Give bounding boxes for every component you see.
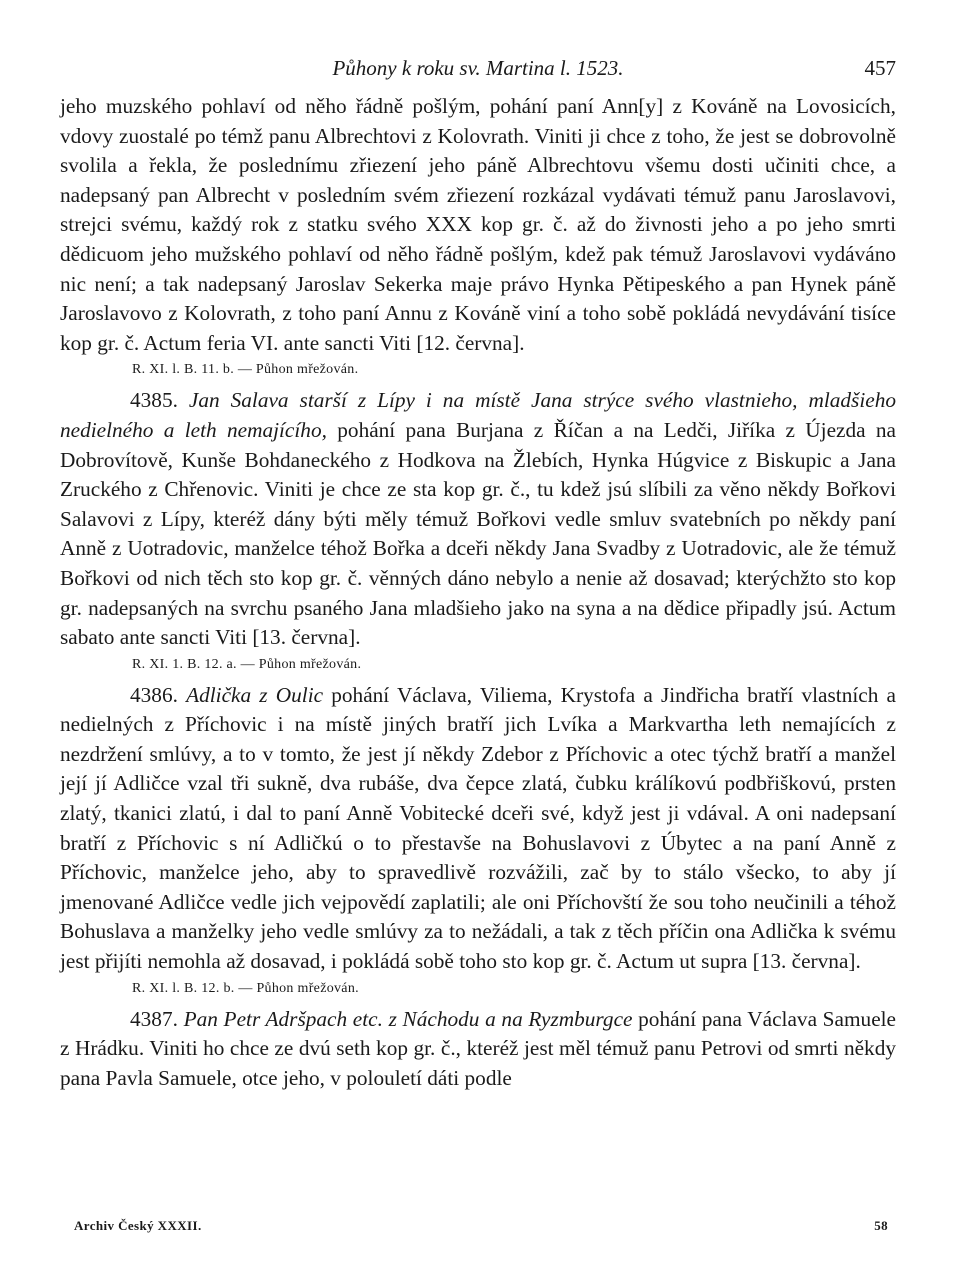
entry-italic-lead: Jan Salava starší z Lípy i na místě Jana strýce svého vlastnieho, mladšieho nedielného a leth nemajícího, xyxy=(60,388,896,442)
footer-publication: Archiv Český XXXII. xyxy=(74,1218,202,1233)
entry-4385-citation: R. XI. 1. B. 12. a. — Půhon mřežován. xyxy=(132,656,362,672)
footer-signature-mark: 58 xyxy=(874,1218,888,1233)
intro-paragraph: jeho muzského pohlaví od něho řádně pošlým, pohání paní Ann[y] z Kováně na Lovosicích, vdovy zuostalé po témž panu Albrechtovi z Kolovrath. Viniti ji chce z toho, že jest se dobrovolně svolila a řekla, že poslednímu zřiezení jeho páně Albrechtovu všemu dosti učiniti chce, a nadepsaný pan Albrecht v posledním svém zřiezení rozkázal vydávati témuž panu Jaroslavovi, strejci svému, každý rok z statku svého XXX kop gr. č. až do živnosti jeho a po jeho smrti dědicuom jeho mužského pohlaví od něho řádně pošlým, kdež pak témuž Jaroslavovi vydáváno nic není; a tak nadepsaný Jaroslav Sekerka maje právo Hynka Pětipeského a pan Hynek páně Jaroslavovo z Kolovrath, z toho paní Annu z Kováně viní a toho sobě pokládá nevydávání tisíce kop gr. č. Actum feria VI. ante sancti Viti [12. června]. xyxy=(60,94,896,355)
entry-text: pohání Václava, Viliema, Krystofa a Jindřicha bratří vlastních a nedielných z Příchovic i na místě jiných bratří jich Lvíka a Markvartha leth nemajících z nezdržení smlúvy, a to v tomto, že jest jí někdy Zdebor z Příchovic a otec týchž bratří a manžel její jí Adličce vzal tři sukně, dva rubáše, dva čepce zlatá, čubku králíkovú podbřiškovú, prsten zlatý, tkanici zlatú, i dal to paní Anně Vobitecké dceři své, když jest ji vdával. A oni nadepsaní bratří z Příchovic s ní Adličkú o to přestavše na Bohuslavovi z Úbytec a na paní Anně z Příchovic, manželce jeho, aby to spravedlivě rozvážili, zač by to stálo všecko, to aby jí jmenované Adličce vedle jich vejpovědí zaplatili; ale oni Příchovští že sou toho neučinili a téhož Bohuslava a manželky jeho vedle smlúvy za to nežádali, a tak z těch příčin ona Adlička k svému jest přijíti nemohla až dosavad, i pokládá sobě toho sto kop gr. č. Actum ut supra [13. června]. xyxy=(60,682,896,974)
page-footer xyxy=(60,1218,896,1238)
entry-italic-lead: Adlička z Oulic xyxy=(186,682,324,707)
entry-text: pohání pana Václava Samuele z Hrádku. Viniti ho chce ze dvú seth kop gr. č., kteréž jest měl témuž panu Petrovi od smrti někdy pana Pavla Samuele, otce jeho, v polouletí dáti podle xyxy=(60,1006,897,1090)
entry-4386-citation: R. XI. l. B. 12. b. — Půhon mřežován. xyxy=(132,980,359,996)
entry-4386 xyxy=(60,681,896,977)
page-number: 457 xyxy=(864,56,896,80)
running-head xyxy=(60,56,896,92)
entry-italic-lead: Pan Petr Adršpach etc. z Náchodu a na Ryzmburgce xyxy=(183,1006,633,1031)
document-page xyxy=(60,56,896,1246)
intro-citation: R. XI. l. B. 11. b. — Půhon mřežován. xyxy=(132,362,359,378)
entry-number: 4385. xyxy=(130,388,178,413)
entry-number: 4386. xyxy=(130,682,178,707)
entry-4387 xyxy=(60,1005,896,1094)
entry-text: pohání pana Burjana z Říčan a na Ledči, Jiříka z Újezda na Dobrovítově, Kunše Bohdaneckého z Hodkova na Žlebích, Hynka Húgvice z Biskupic a Jana Zruckého z Chřenovic. Viniti je chce ze sta kop gr. č., tu kdež jsú slíbili za věno někdy Bořkovi Salavovi z Lípy, kteréž dány býti měly témuž Bořkovi vedle smluv svatebních po někdy paní Anně z Uotradovic, manželce téhož Bořka a dceři někdy Jana Svadby z Uotradovic, ale že témuž Bořkovi od nich těch sto kop gr. č. věnných dáno nebylo a nenie až dosavad; kterýchžto sto kop gr. nadepsaných na svrchu psaného Jana mladšieho jako na syna a na dědice připadly jsú. Actum sabato ante sancti Viti [13. června]. xyxy=(60,417,897,650)
entry-4385 xyxy=(60,386,896,652)
running-title: Půhony k roku sv. Martina l. 1523. xyxy=(332,56,624,80)
entry-number: 4387. xyxy=(130,1006,178,1031)
